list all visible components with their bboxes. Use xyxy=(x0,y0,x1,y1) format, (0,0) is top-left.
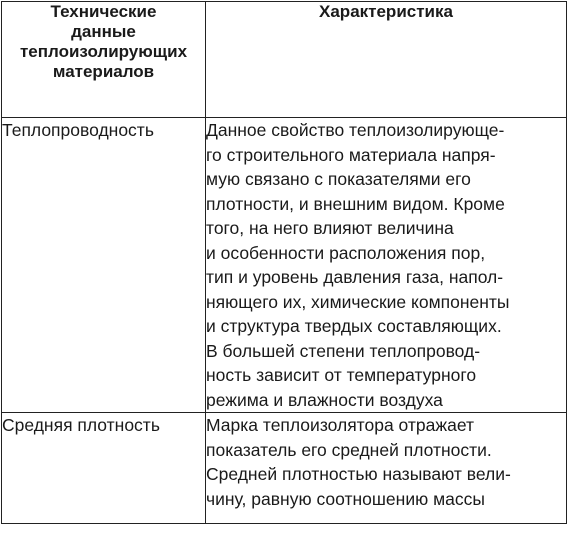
header-line: Технические xyxy=(50,2,157,21)
row-desc-cell xyxy=(206,118,567,413)
row-desc-cell xyxy=(206,413,567,524)
header-line: материалов xyxy=(52,62,155,81)
desc-line: плотности, и внешним видом. Кроме xyxy=(206,193,505,214)
desc-line: Данное свойство теплоизолирующе- xyxy=(206,120,505,140)
desc-line: В большей степени теплопровод- xyxy=(206,340,481,361)
desc-line: Средней плотностью называют вели- xyxy=(206,464,511,484)
table-row xyxy=(2,413,567,524)
header-line: теплоизолирующих xyxy=(19,42,188,61)
spec-table xyxy=(1,1,567,524)
header-technical-data xyxy=(2,2,206,118)
desc-line: показатель его средней плотности. xyxy=(206,439,492,460)
desc-line: Марка теплоизолятора отражает xyxy=(206,415,474,435)
desc-line: ность зависит от температурного xyxy=(206,365,477,385)
header-line: данные xyxy=(71,22,136,41)
desc-line: и особенности расположения пор, xyxy=(206,242,486,263)
row-name-cell: Теплопроводность xyxy=(2,118,206,413)
desc-line: тип и уровень давления газа, напол- xyxy=(206,267,504,287)
header-characteristic: Характеристика xyxy=(206,2,567,118)
row-name-cell: Средняя плотность xyxy=(2,413,206,524)
desc-line: няющего их, химические компоненты xyxy=(206,291,510,312)
table-header-row xyxy=(2,2,567,118)
desc-line: режима и влажности воздуха xyxy=(206,389,443,410)
desc-line: го строительного материала напря- xyxy=(206,144,496,165)
desc-line: и структура твердых составляющих. xyxy=(206,316,502,336)
desc-line: чину, равную соотношению массы xyxy=(206,488,485,509)
table-row xyxy=(2,118,567,413)
desc-line: того, на него влияют величина xyxy=(206,218,454,238)
desc-line: мую связано с показателями его xyxy=(206,169,471,189)
